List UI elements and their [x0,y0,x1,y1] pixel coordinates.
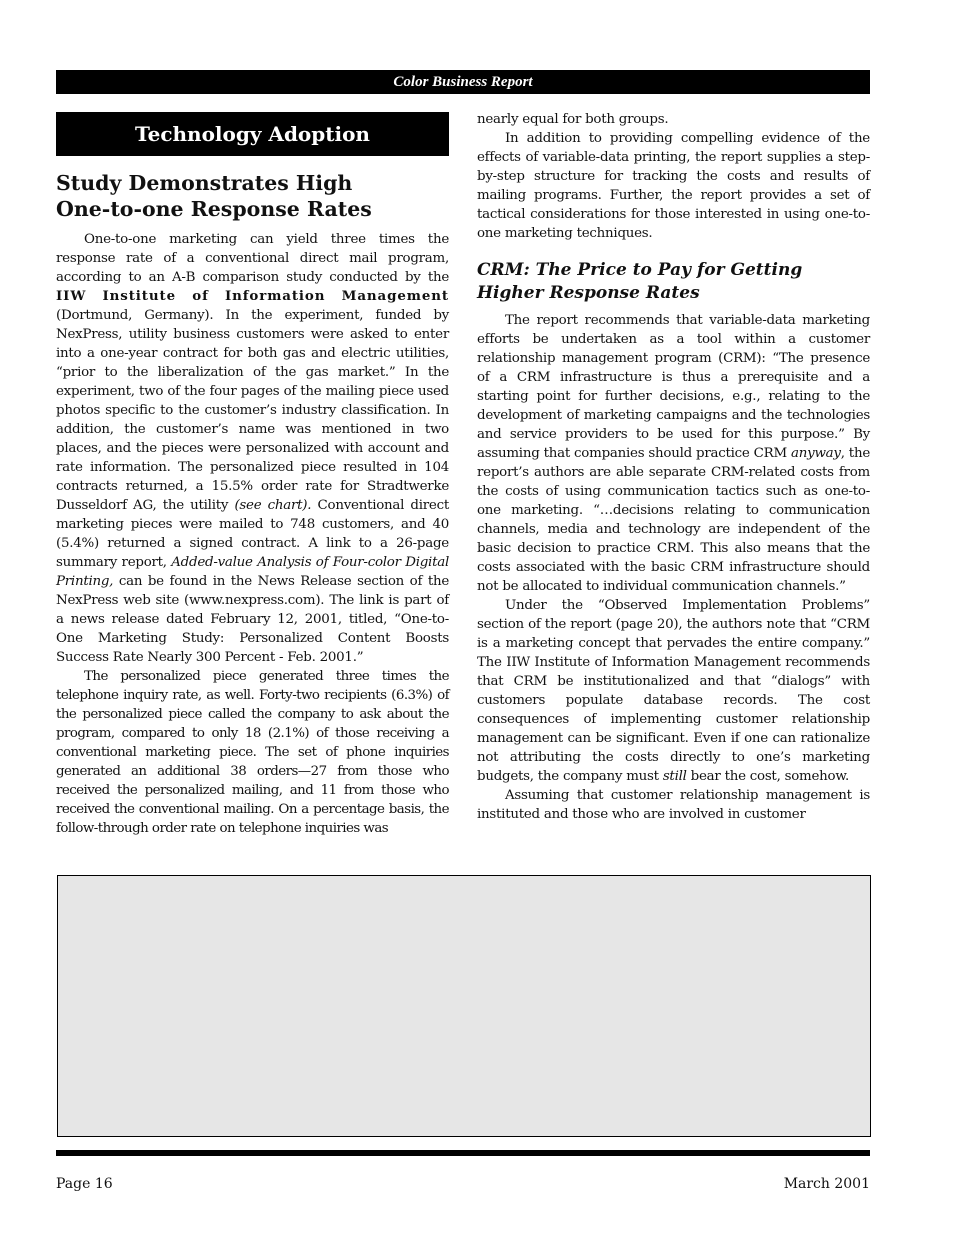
org-name: IIW Institute of Information Management [56,288,449,304]
paragraph-4 [477,311,870,596]
p5-text-b: bear the cost, somehow. [686,769,849,784]
p1-text-d: can be found in the News Release section of the NexPress web site (www.nexpress.com). The link is part of a news release dated February 12, 2001, titled, “One-to-One Marketing Study: Personalized Content Boosts Success Rate Nearly 300 Percent - Feb. 2001.” [56,574,449,665]
report-title: Added-value Analysis of Four-color Digital Printing, [56,555,449,589]
p1-text-c: Conventional direct marketing pieces were mailed to 748 customers, and 40 (5.4%) returned a signed contract. A link to a 26-page summary report, [56,498,449,570]
footer-rule [56,1150,870,1156]
page-number: Page 16 [56,1176,113,1192]
left-column [56,110,449,838]
paragraph-5 [477,596,870,786]
article-headline [56,170,449,222]
see-chart-ref: (see chart). [234,498,312,513]
right-column [477,110,870,824]
subheading-crm: CRM: The Price to Pay for Getting Higher Response Rates [477,260,803,303]
anyway-emphasis: anyway [791,446,841,461]
paragraph-6: Assuming that customer relationship management is instituted and those who are involved in customer [477,788,870,822]
p1-text-a: One-to-one marketing can yield three times the response rate of a conventional direct mail program, according to an A-B comparison study conducted by the [56,232,449,285]
p4-text-a: The report recommends that variable-data marketing efforts be undertaken as a tool within a customer relationship management program (CRM): “The presence of a CRM infrastructure is thus a prerequisite and a starting point for further decisions, e.g., relating to the development of marketing campaigns and the technologies and service providers to be used for this purpose.” By assuming that companies should practice CRM [477,313,870,461]
section-banner: Technology Adoption [56,112,449,156]
paragraph-2: The personalized piece generated three times the telephone inquiry rate, as well. Forty-two recipients (6.3%) of the personalized piece called the company to ask about the program, compared to only 18 (2.1%) of those receiving a conventional marketing piece. The set of phone inquiries generated an additional 38 orders—27 from those who received the personalized mailing, and 11 from those who received the conventional mailing. On a percentage basis, the follow-through order rate on telephone inquiries was [56,669,449,836]
paragraph-2-continued: nearly equal for both groups. [477,112,669,127]
chart-placeholder [57,875,871,1137]
issue-date: March 2001 [783,1176,870,1192]
masthead: Color Business Report [56,70,870,94]
p4-text-b: , the report’s authors are able separate CRM-related costs from the costs of using communication tactics such as one-to-one marketing. “…decisions relating to communication channels, media and technology are independent of the basic decision to practice CRM. This also means that the costs associated with the basic CRM infrastructure should not be allocated to individual communication channels.” [477,446,870,594]
headline-line-2: One-to-one Response Rates [56,197,372,221]
still-emphasis: still [662,769,687,784]
p5-text-a: Under the “Observed Implementation Problems” section of the report (page 20), the authors note that “CRM is a marketing concept that pervades the entire company.” The IIW Institute of Information Management recommends that CRM be institutionalized and that “dialogs” with customers populate database records. The cost consequences of implementing customer relationship management can be significant. Even if one can rationalize not attributing the costs directly to one’s marketing budgets, the company must [477,598,870,784]
paragraph-1 [56,230,449,667]
headline-line-1: Study Demonstrates High [56,171,353,195]
paragraph-3: In addition to providing compelling evidence of the effects of variable-data printing, the report supplies a step-by-step structure for tracking the costs and results of mailing programs. Further, the report provides a set of tactical considerations for those interested in using one-to-one marketing techniques. [477,131,870,241]
p1-text-b: (Dortmund, Germany). In the experiment, funded by NexPress, utility business customers were asked to enter into a one-year contract for both gas and electric utilities, “prior to the liberalization of the gas market.” In the experiment, two of the four pages of the mailing piece used photos specific to the customer’s industry classification. In addition, the customer’s name was mentioned in two places, and the pieces were personalized with account and rate information. The personalized piece resulted in 104 contracts returned, a 15.5% order rate for Stradtwerke Dusseldorf AG, the utility [56,308,449,513]
